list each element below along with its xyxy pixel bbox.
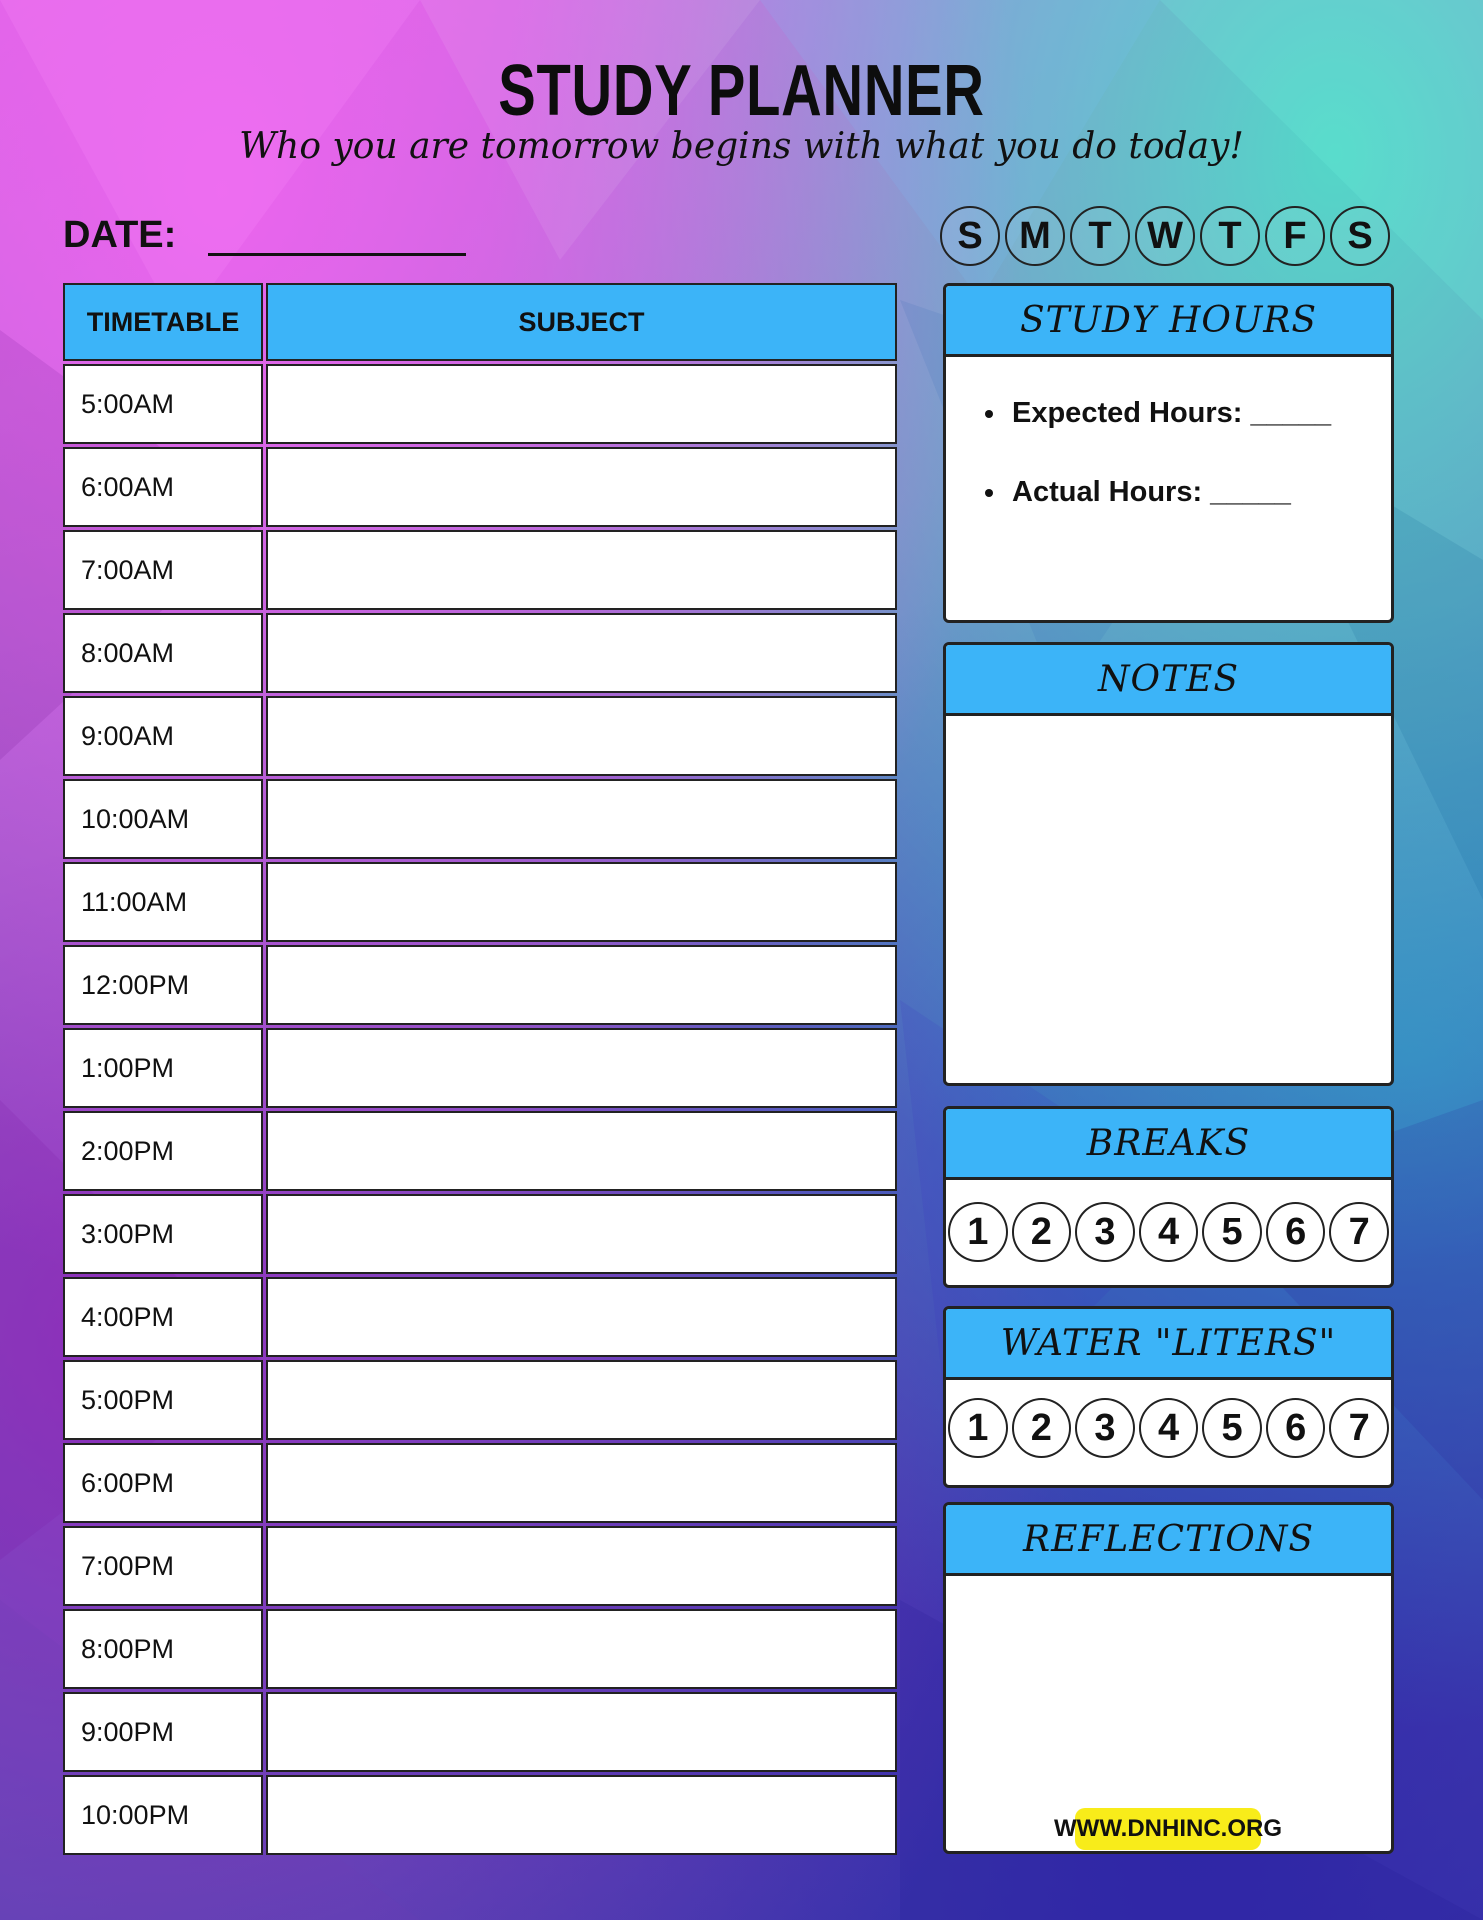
table-row — [63, 696, 897, 776]
break-2[interactable]: 2 — [1012, 1202, 1072, 1262]
day-tuesday[interactable]: T — [1070, 206, 1130, 266]
table-row — [63, 779, 897, 859]
expected-hours-field[interactable]: • Expected Hours: _____ — [1008, 397, 1391, 430]
break-6[interactable]: 6 — [1266, 1202, 1326, 1262]
table-row — [63, 530, 897, 610]
subject-cell[interactable] — [266, 1028, 897, 1108]
table-row — [63, 447, 897, 527]
water-5[interactable]: 5 — [1202, 1398, 1262, 1458]
reflections-panel — [943, 1502, 1394, 1854]
subject-cell[interactable] — [266, 1526, 897, 1606]
table-header-row — [63, 283, 897, 361]
subject-cell[interactable] — [266, 862, 897, 942]
table-row — [63, 1194, 897, 1274]
table-row — [63, 945, 897, 1025]
time-cell: 8:00PM — [63, 1609, 263, 1689]
subject-cell[interactable] — [266, 696, 897, 776]
table-row — [63, 1277, 897, 1357]
study-hours-panel — [943, 283, 1394, 623]
table-row — [63, 1609, 897, 1689]
notes-panel — [943, 642, 1394, 1086]
subject-cell[interactable] — [266, 1443, 897, 1523]
subject-cell[interactable] — [266, 1609, 897, 1689]
timetable-header: TIMETABLE — [63, 283, 263, 361]
time-cell: 2:00PM — [63, 1111, 263, 1191]
table-row — [63, 1526, 897, 1606]
time-cell: 7:00PM — [63, 1526, 263, 1606]
subject-cell[interactable] — [266, 1775, 897, 1855]
table-row — [63, 862, 897, 942]
break-3[interactable]: 3 — [1075, 1202, 1135, 1262]
day-sunday[interactable]: S — [940, 206, 1000, 266]
subject-cell[interactable] — [266, 1277, 897, 1357]
subject-cell[interactable] — [266, 1194, 897, 1274]
break-4[interactable]: 4 — [1139, 1202, 1199, 1262]
time-cell: 10:00PM — [63, 1775, 263, 1855]
study-hours-list — [946, 357, 1391, 509]
water-counter — [946, 1380, 1391, 1458]
subject-cell[interactable] — [266, 779, 897, 859]
time-cell: 5:00AM — [63, 364, 263, 444]
time-cell: 6:00PM — [63, 1443, 263, 1523]
day-thursday[interactable]: T — [1200, 206, 1260, 266]
time-cell: 9:00AM — [63, 696, 263, 776]
subject-cell[interactable] — [266, 447, 897, 527]
subject-cell[interactable] — [266, 613, 897, 693]
table-row — [63, 1028, 897, 1108]
table-row — [63, 1111, 897, 1191]
water-4[interactable]: 4 — [1139, 1398, 1199, 1458]
table-row — [63, 1692, 897, 1772]
break-1[interactable]: 1 — [948, 1202, 1008, 1262]
water-2[interactable]: 2 — [1012, 1398, 1072, 1458]
notes-area[interactable] — [946, 716, 1391, 1086]
reflections-title: REFLECTIONS — [946, 1505, 1391, 1576]
weekday-selector — [940, 206, 1395, 266]
breaks-panel — [943, 1106, 1394, 1288]
water-title: WATER "LITERS" — [946, 1309, 1391, 1380]
time-cell: 10:00AM — [63, 779, 263, 859]
day-wednesday[interactable]: W — [1135, 206, 1195, 266]
subject-cell[interactable] — [266, 364, 897, 444]
table-row — [63, 1775, 897, 1855]
water-3[interactable]: 3 — [1075, 1398, 1135, 1458]
break-7[interactable]: 7 — [1329, 1202, 1389, 1262]
time-cell: 11:00AM — [63, 862, 263, 942]
day-friday[interactable]: F — [1265, 206, 1325, 266]
breaks-counter — [946, 1180, 1391, 1262]
tagline: Who you are tomorrow begins with what you do today! — [239, 126, 1244, 167]
time-cell: 6:00AM — [63, 447, 263, 527]
time-cell: 12:00PM — [63, 945, 263, 1025]
date-input-line[interactable] — [208, 253, 466, 256]
table-row — [63, 1360, 897, 1440]
time-cell: 7:00AM — [63, 530, 263, 610]
day-saturday[interactable]: S — [1330, 206, 1390, 266]
table-row — [63, 364, 897, 444]
table-row — [63, 613, 897, 693]
subject-cell[interactable] — [266, 945, 897, 1025]
subject-cell[interactable] — [266, 1692, 897, 1772]
break-5[interactable]: 5 — [1202, 1202, 1262, 1262]
time-cell: 9:00PM — [63, 1692, 263, 1772]
timetable — [63, 283, 897, 1858]
date-label: DATE: — [63, 214, 177, 256]
time-cell: 3:00PM — [63, 1194, 263, 1274]
study-hours-title: STUDY HOURS — [946, 286, 1391, 357]
water-6[interactable]: 6 — [1266, 1398, 1326, 1458]
website-badge: WWW.DNHINC.ORG — [1075, 1808, 1261, 1850]
subject-header: SUBJECT — [266, 283, 897, 361]
table-row — [63, 1443, 897, 1523]
time-cell: 4:00PM — [63, 1277, 263, 1357]
actual-hours-field[interactable]: • Actual Hours: _____ — [1008, 476, 1391, 509]
time-cell: 8:00AM — [63, 613, 263, 693]
time-cell: 5:00PM — [63, 1360, 263, 1440]
page-title: STUDY PLANNER — [498, 51, 985, 131]
breaks-title: BREAKS — [946, 1109, 1391, 1180]
subject-cell[interactable] — [266, 1360, 897, 1440]
day-monday[interactable]: M — [1005, 206, 1065, 266]
water-7[interactable]: 7 — [1329, 1398, 1389, 1458]
notes-title: NOTES — [946, 645, 1391, 716]
subject-cell[interactable] — [266, 530, 897, 610]
water-panel — [943, 1306, 1394, 1488]
time-cell: 1:00PM — [63, 1028, 263, 1108]
subject-cell[interactable] — [266, 1111, 897, 1191]
water-1[interactable]: 1 — [948, 1398, 1008, 1458]
